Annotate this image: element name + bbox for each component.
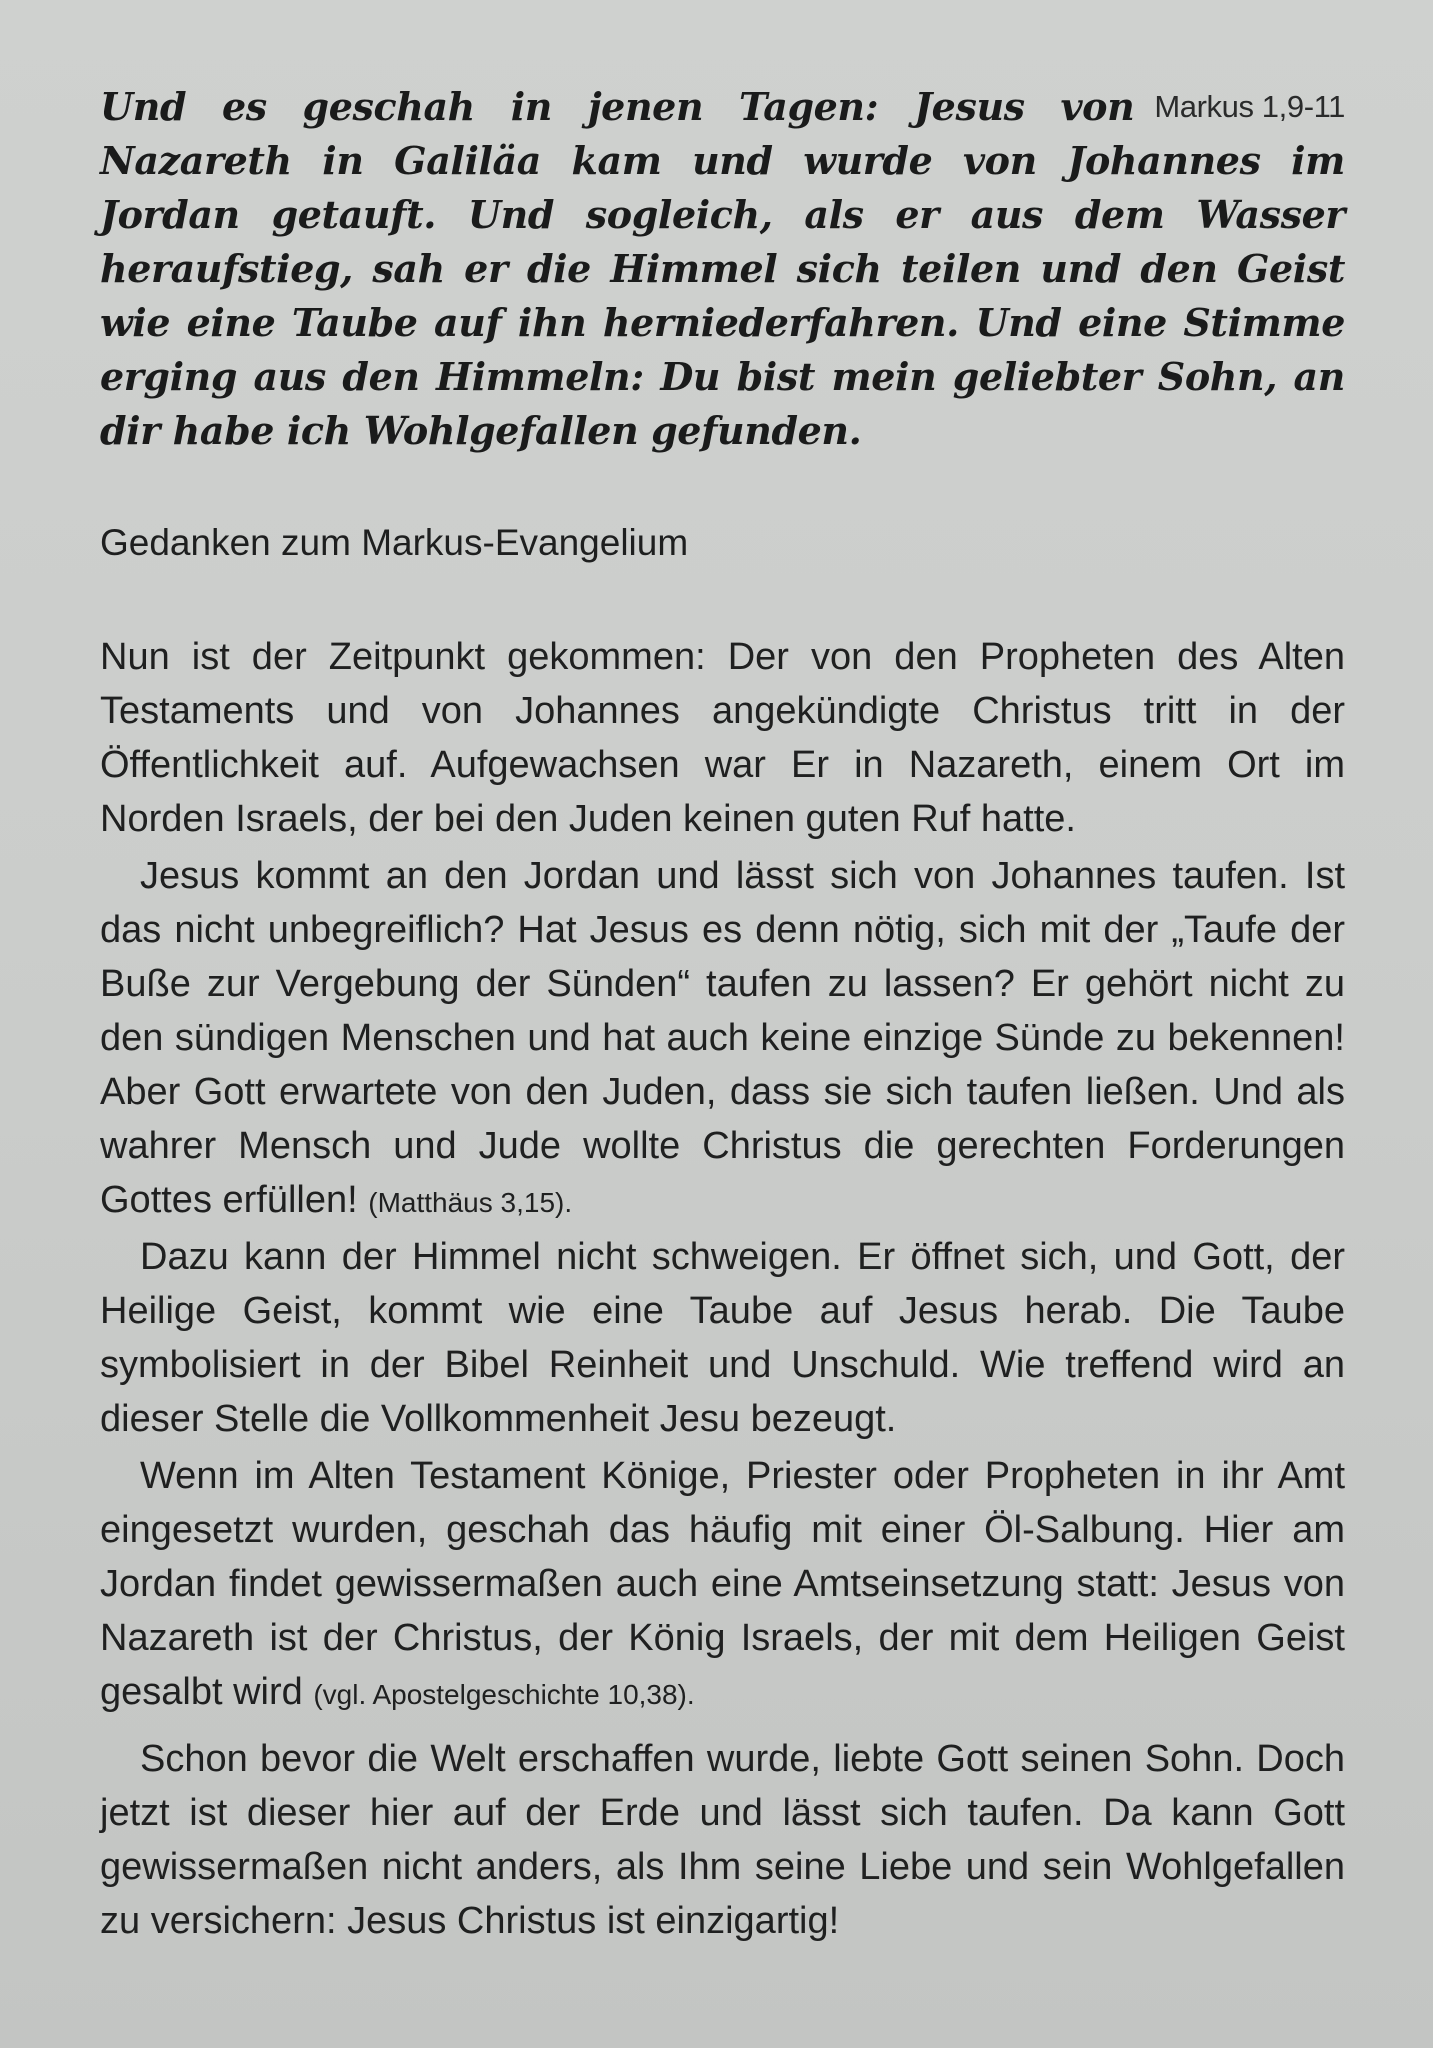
paragraph-text: Nun ist der Zeitpunkt gekommen: Der von den Propheten des Alten Testaments und von Johannes angekündigte Christus tritt in der Öffentlichkeit auf. Aufgewachsen war Er in Nazareth, einem Ort im Norden Israels, der bei den Juden keinen guten Ruf hatte. [100,636,1345,840]
verse-text: Und es geschah in jenen Tagen: Jesus von Nazareth in Galiläa kam und wurde von Johannes im Jordan getauft. Und sogleich, als er aus dem Wasser heraufstieg, sah er die Himmel sich teilen und den Geist wie eine Taube auf ihn herniederfahren. Und eine Stimme erging aus den Himmeln: Du bist mein geliebter Sohn, an dir habe ich Wohlgefallen gefunden. [100,84,1345,453]
paragraph [100,1230,1345,1449]
paragraph-text: Schon bevor die Welt erschaffen wurde, liebte Gott seinen Sohn. Doch jetzt ist dieser hier auf der Erde und lässt sich taufen. Da kann Gott gewissermaßen nicht anders, als Ihm seine Liebe und sein Wohlgefallen zu versichern: Jesus Christus ist einzigartig! [100,1738,1345,1942]
paragraph [100,849,1345,1230]
paragraph [100,630,1345,849]
section-heading: Gedanken zum Markus-Evangelium [100,522,689,563]
paragraph [100,1449,1345,1722]
paragraph [100,1732,1345,1951]
devotional-text [100,630,1345,1951]
paragraph-text: Wenn im Alten Testament Könige, Priester oder Propheten in ihr Amt eingesetzt wurden, geschah das häufig mit einer Öl-Salbung. Hier am Jordan findet gewissermaßen auch eine Amtseinsetzung statt: Jesus von Nazareth ist der Christus, der König Israels, der mit dem Heiligen Geist gesalbt wird [100,1455,1345,1713]
text-column [100,80,1345,1951]
paragraph-text: Jesus kommt an den Jordan und lässt sich von Johannes taufen. Ist das nicht unbegreiflich? Hat Jesus es denn nötig, sich mit der „Taufe der Buße zur Vergebung der Sünden“ taufen zu lassen? Er gehört nicht zu den sündigen Menschen und hat auch keine einzige Sünde zu bekennen! Aber Gott erwartete von den Juden, dass sie sich taufen ließen. Und als wahrer Mensch und Jude wollte Christus die gerechten Forderungen Gottes erfüllen! [100,855,1345,1221]
paragraph-citation: (vgl. Apostelgeschichte 10,38). [313,1679,695,1710]
bible-verse [100,80,1345,458]
paragraph-citation: (Matthäus 3,15). [368,1187,573,1218]
paragraph-text: Dazu kann der Himmel nicht schweigen. Er öffnet sich, und Gott, der Heilige Geist, kommt wie eine Taube auf Jesus herab. Die Taube symbolisiert in der Bibel Reinheit und Unschuld. Wie treffend wird an dieser Stelle die Vollkommenheit Jesu bezeugt. [100,1236,1345,1440]
verse-reference: Markus 1,9-11 [1154,89,1345,124]
